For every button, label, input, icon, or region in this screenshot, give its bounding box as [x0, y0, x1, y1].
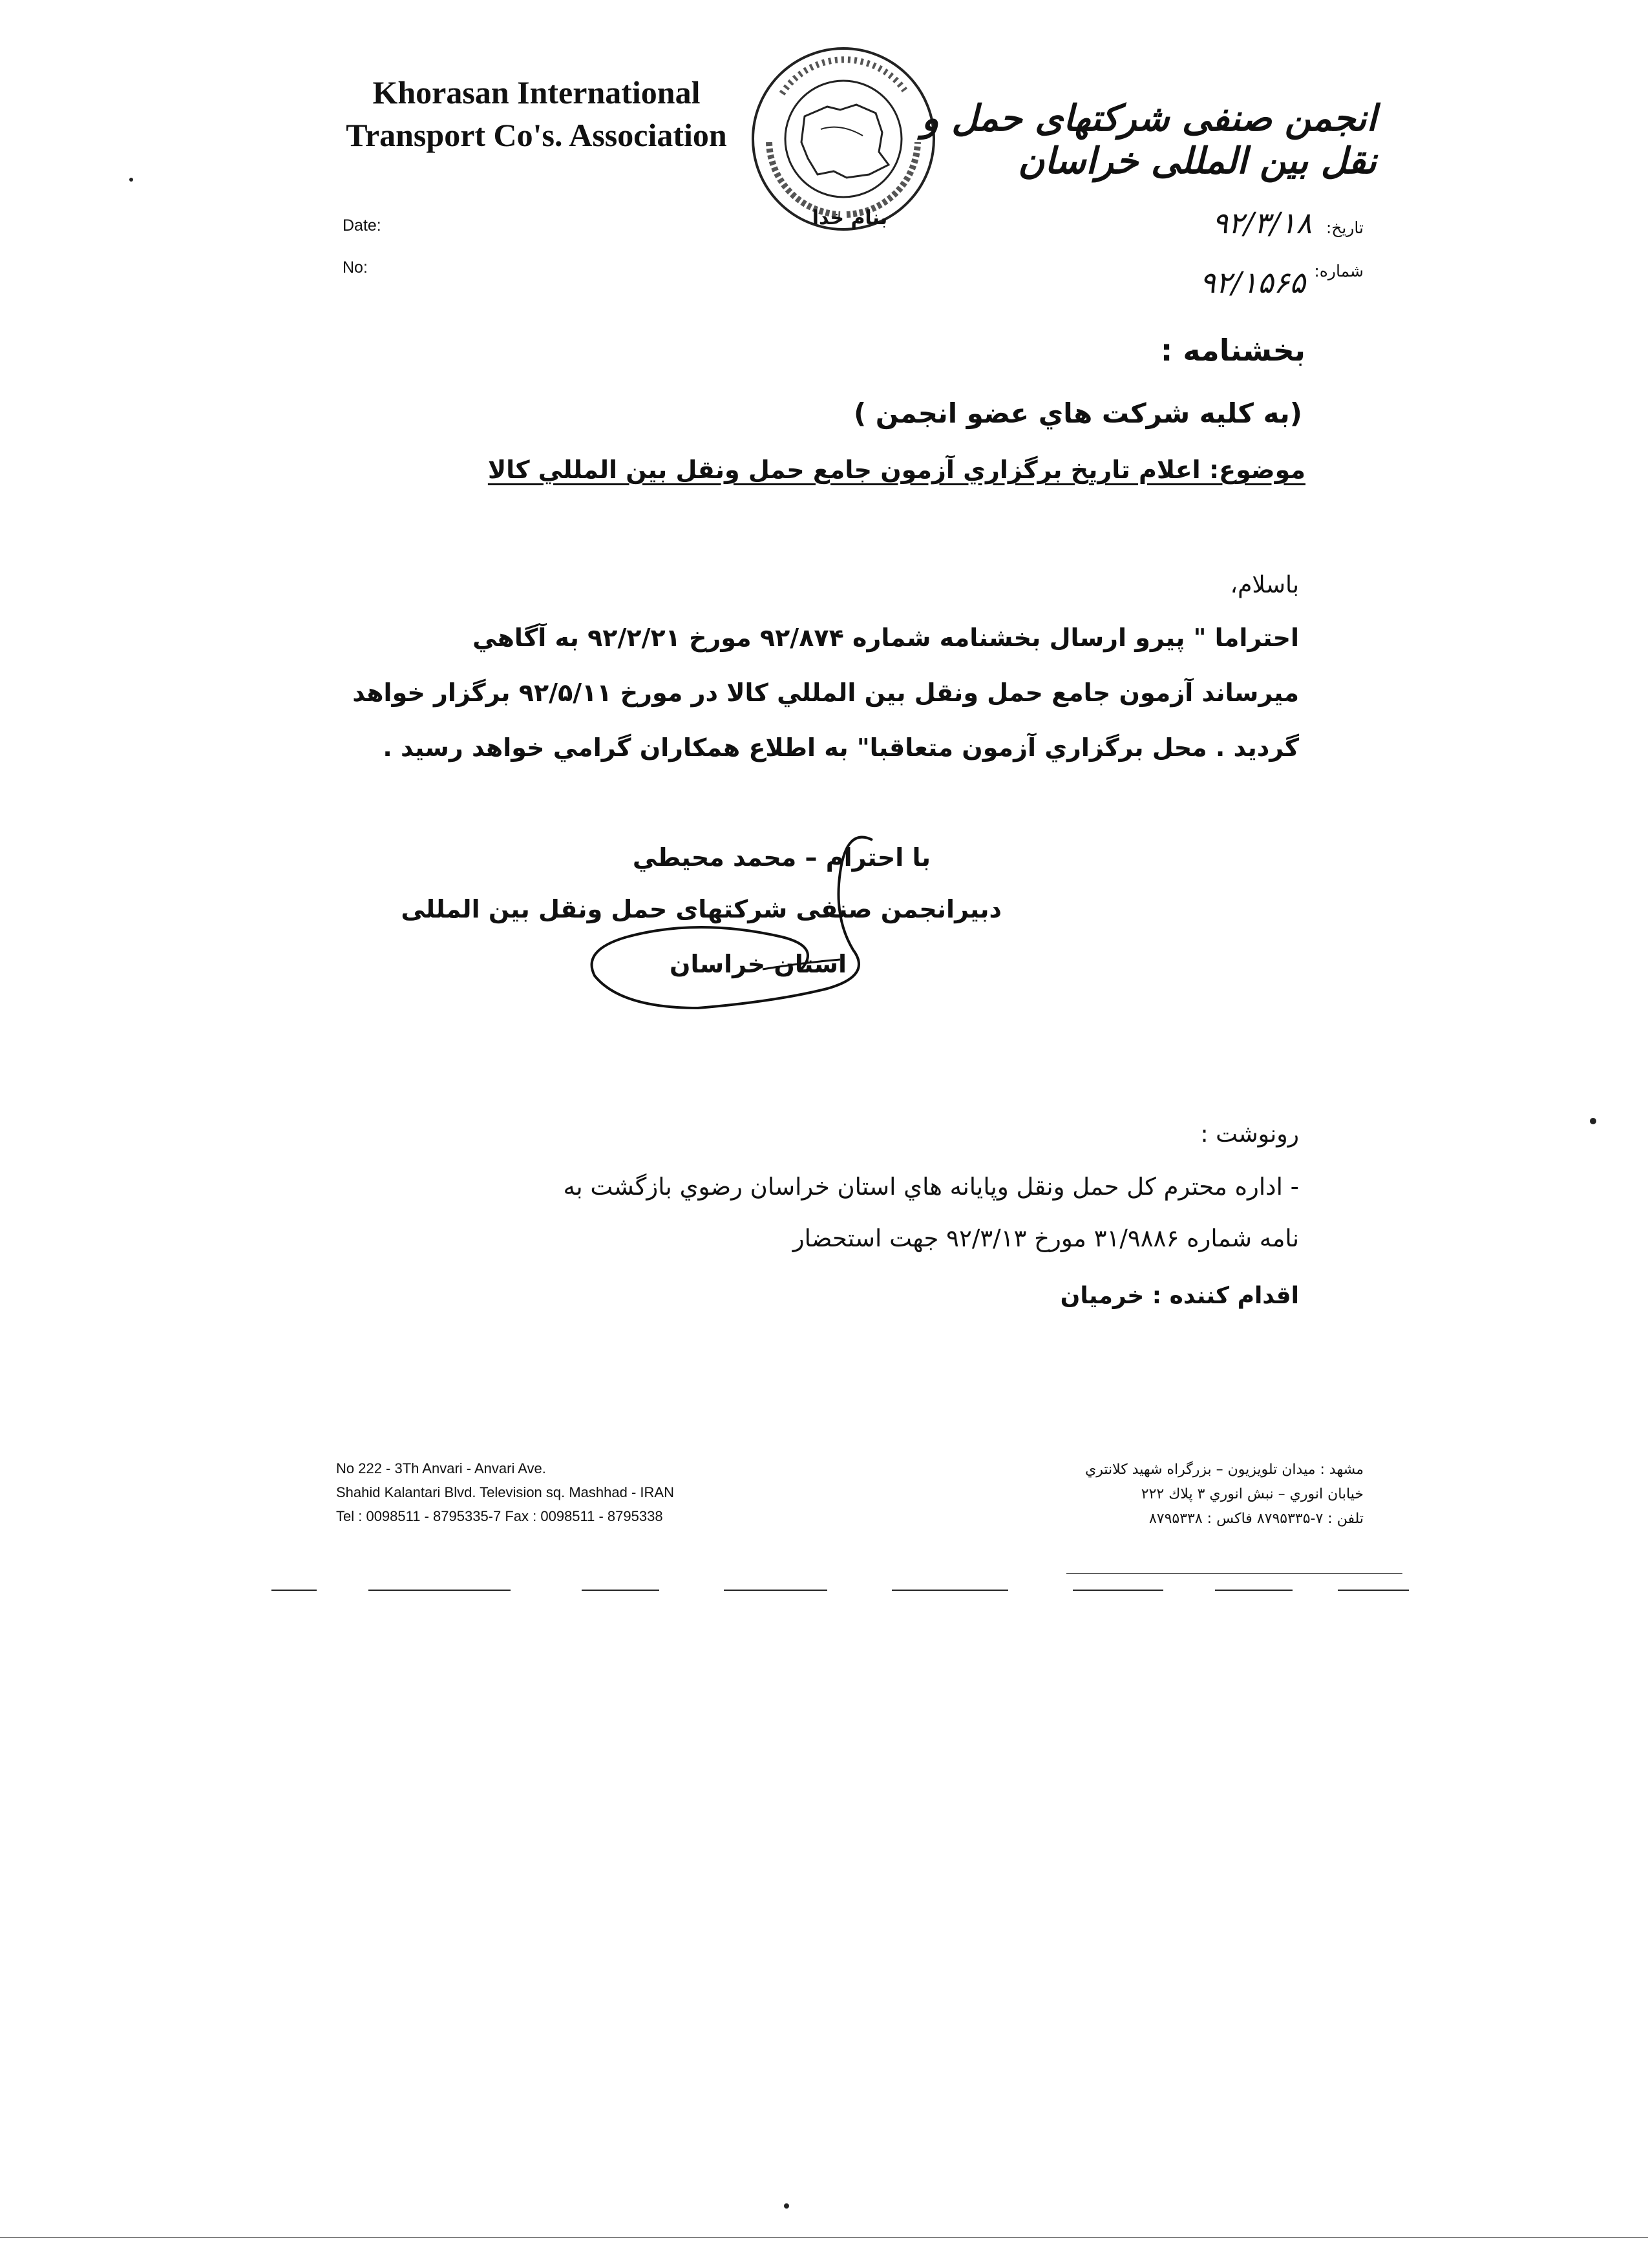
subject-line: موضوع: اعلام تاريخ برگزاري آزمون جامع حمل ونقل بين المللي كالا [487, 456, 1305, 484]
divider-segment [271, 1590, 317, 1591]
date-value: ۹۲/۳/۱۸ [1212, 205, 1312, 240]
divider-segment [724, 1590, 827, 1591]
footer-address-fa: خيابان انوري – نبش انوري ۳ پلاك ۲۲۲ [1141, 1486, 1364, 1502]
number-label-fa: شماره: [1314, 262, 1364, 280]
body-paragraph-line: احتراما " پيرو ارسال بخشنامه شماره ۹۲/۸۷۴ مورخ ۹۲/۲/۲۱ به آگاهي [472, 624, 1299, 652]
org-name-en-line1: Khorasan International [372, 74, 701, 110]
scan-edge-line [0, 2237, 1648, 2238]
org-name-en [336, 71, 737, 156]
footer-divider-thin [1066, 1573, 1402, 1574]
greeting: باسلام، [1230, 572, 1299, 598]
action-by-line: اقدام كننده : خرميان [1060, 1283, 1299, 1309]
footer-divider [271, 1590, 1409, 1592]
divider-segment [892, 1590, 1008, 1591]
signer-title: دبيرانجمن صنفی شركتهای حمل ونقل بين المللی [401, 895, 1002, 923]
handwritten-signature [569, 814, 892, 1034]
cc-line: - اداره محترم كل حمل ونقل وپايانه هاي استان خراسان رضوي بازگشت به [563, 1173, 1299, 1201]
divider-segment [439, 1590, 511, 1591]
divider-segment [1215, 1590, 1293, 1591]
divider-segment [1338, 1590, 1409, 1591]
org-name-en-line2: Transport Co's. Association [346, 117, 727, 153]
body-paragraph-line: ميرساند آزمون جامع حمل ونقل بين المللي كالا در مورخ ۹۲/۵/۱۱ برگزار خواهد [352, 678, 1299, 707]
footer-address-en: Shahid Kalantari Blvd. Television sq. Mashhad - IRAN [336, 1484, 674, 1500]
number-value: ۹۲/۱۵۶۵ [1199, 265, 1305, 300]
signer-place: استان خراسان [670, 950, 847, 978]
cc-label: رونوشت : [1200, 1121, 1299, 1148]
no-label-en: No: [343, 258, 368, 277]
footer-phone-en: Tel : 0098511 - 8795335-7 Fax : 0098511 - 8795338 [336, 1508, 663, 1524]
closing-signer-name: با احترام – محمد محيطي [632, 843, 931, 872]
divider-segment [1073, 1590, 1163, 1591]
divider-segment [582, 1590, 659, 1591]
date-label-fa: تاریخ: [1326, 218, 1364, 237]
recipients-line: (به كليه شركت هاي عضو انجمن ) [853, 397, 1302, 429]
cc-line: نامه شماره ۳۱/۹۸۸۶ مورخ ۹۲/۳/۱۳ جهت استحضار [792, 1224, 1299, 1252]
footer-phone-fa: تلفن : ۷-۸۷۹۵۳۳۵ فاكس : ۸۷۹۵۳۳۸ [1148, 1511, 1364, 1527]
circular-heading: بخشنامه : [1160, 333, 1305, 368]
scan-speck [1590, 1118, 1596, 1124]
date-label-en: Date: [343, 216, 381, 235]
scan-speck [784, 2203, 789, 2209]
org-name-fa: انجمن صنفی شرکتهای حمل و نقل بین المللی خراسان [921, 97, 1377, 182]
scan-speck [129, 178, 133, 182]
footer-address-en: No 222 - 3Th Anvari - Anvari Ave. [336, 1460, 546, 1476]
footer-address-fa: مشهد : ميدان تلويزيون – بزرگراه شهيد كلانتري [1085, 1462, 1364, 1478]
logo-caption: بنام خدا [812, 207, 888, 229]
body-paragraph-line: گرديد . محل برگزاري آزمون متعاقبا" به اطلاع همكاران گرامي خواهد رسيد . [383, 733, 1299, 762]
